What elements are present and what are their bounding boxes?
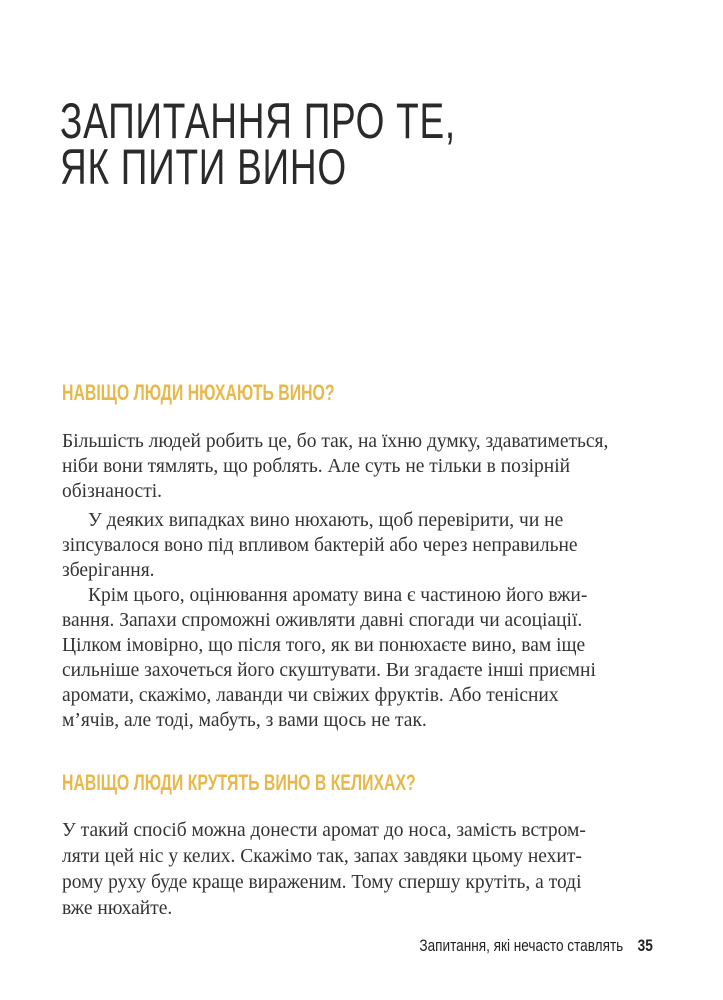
body-line: Цілком імовірно, що після того, як ви понюхаєте вино, вам іще: [62, 635, 586, 656]
body-line: аромати, скажімо, лаванди чи свіжих фруктів. Або тенісних: [62, 685, 559, 706]
body-line: рому руху буде краще вираженим. Тому спершу крутіть, а тоді: [62, 872, 582, 893]
body-line: м’ячів, але тоді, мабуть, з вами щось не так.: [62, 710, 427, 731]
body-line: сильніше захочеться його скуштувати. Ви згадаєте інші приємні: [62, 660, 596, 681]
body-line: ляти цей ніс у келих. Скажімо так, запах завдяки цьому нехит-: [62, 846, 582, 867]
page-number: 35: [637, 936, 653, 955]
body-line: Більшість людей робить це, бо так, на їхню думку, здаватиметься,: [62, 431, 609, 452]
body-line: У такий спосіб можна донести аромат до носа, замість встром-: [62, 820, 586, 841]
chapter-title-line-1: ЗАПИТАННЯ ПРО ТЕ,: [60, 93, 456, 149]
body-line: ніби вони тямлять, що роблять. Але суть не тільки в позірній: [62, 456, 571, 477]
body-line: зіпсувалося воно під впливом бактерій або через неправильне: [62, 535, 578, 556]
body-line: Крім цього, оцінювання аромату вина є частиною його вжи-: [88, 585, 588, 606]
body-line: У деяких випадках вино нюхають, щоб перевірити, чи не: [88, 510, 564, 531]
section-heading: НАВІЩО ЛЮДИ КРУТЯТЬ ВИНО В КЕЛИХАХ?: [62, 770, 416, 795]
page-footer: [420, 936, 653, 956]
body-line: вже нюхайте.: [62, 898, 173, 919]
chapter-title-line-2: ЯК ПИТИ ВИНО: [60, 139, 347, 195]
body-line: зберігання.: [62, 560, 155, 581]
body-line: вання. Запахи спроможні оживляти давні спогади чи асоціації.: [62, 610, 583, 631]
body-line: обізнаності.: [62, 481, 163, 502]
running-title: Запитання, які нечасто ставлять: [419, 936, 624, 955]
section-heading: НАВІЩО ЛЮДИ НЮХАЮТЬ ВИНО?: [62, 380, 335, 405]
